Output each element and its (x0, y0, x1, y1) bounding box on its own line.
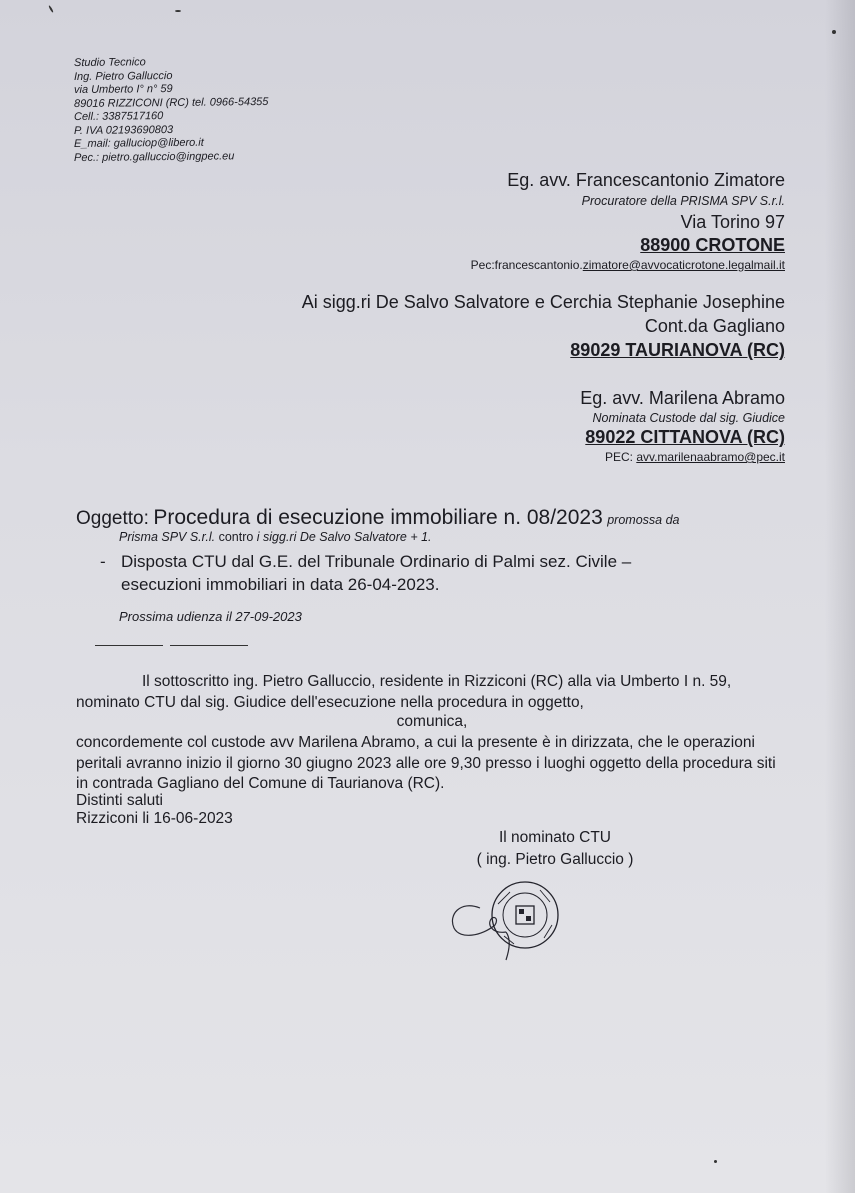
stamp-and-signature (440, 870, 590, 970)
next-hearing: Prossima udienza il 27-09-2023 (119, 609, 302, 624)
recipient2-name: Ai sigg.ri De Salvo Salvatore e Cerchia Stephanie Josephine (301, 292, 785, 312)
scan-speck (714, 1160, 717, 1163)
sender-line: Studio Tecnico (74, 56, 146, 70)
recipient1-street: Via Torino 97 (680, 212, 785, 232)
separator-line (170, 645, 248, 646)
party-connector: contro (215, 530, 257, 544)
recipient3-role: Nominata Custode dal sig. Giudice (592, 411, 785, 425)
recipient3-pec (605, 450, 785, 464)
body-verb: comunica, (396, 713, 468, 730)
subject-label: Oggetto: (76, 508, 149, 529)
recipient1-city: 88900 CROTONE (640, 235, 785, 255)
closing-greeting: Distinti saluti (76, 792, 163, 809)
recipient1-pec-link[interactable]: zimatore@avvocaticrotone.legalmail.it (582, 258, 785, 272)
item-line: esecuzioni immobiliari in data 26-04-2023. (121, 575, 440, 594)
handwritten-signature (452, 906, 509, 960)
sender-header (74, 55, 268, 165)
sender-line: via Umberto I° n° 59 (74, 82, 173, 97)
recipient1-name: Eg. avv. Francescantonio Zimatore (507, 170, 785, 190)
party-creditor: Prisma SPV S.r.l. (119, 530, 216, 544)
subject-heading (76, 506, 680, 530)
item-line: Disposta CTU dal G.E. del Tribunale Ordinario di Palmi sez. Civile – (121, 552, 632, 571)
recipient1-pec (471, 258, 785, 272)
body-paragraph-2: concordemente col custode avv Marilena Abramo, a cui la presente è in dirizzata, che le operazioni peritali avranno inizio il giorno 30 giugno 2023 alle ore 9,30 presso i luoghi oggetto della procedura siti in contrada Gagliano del Comune di Taurianova (RC). (76, 734, 776, 792)
recipient3-name: Eg. avv. Marilena Abramo (580, 388, 785, 408)
pec-prefix: Pec:francescantonio. (470, 258, 583, 272)
sender-line: P. IVA 02193690803 (74, 123, 174, 137)
subject-promoter: promossa da (607, 513, 680, 527)
page-edge-shadow (825, 0, 855, 1193)
recipient2-street: Cont.da Gagliano (644, 316, 785, 336)
recipient2-city: 89029 TAURIANOVA (RC) (570, 340, 785, 360)
recipient1-role: Procuratore della PRISMA SPV S.r.l. (581, 194, 785, 208)
sender-line: Cell.: 3387517160 (74, 110, 164, 124)
scan-speck (48, 5, 54, 13)
seal-inner-ring (503, 893, 547, 937)
scan-speck (175, 10, 181, 12)
recipient3-pec-link[interactable]: avv.marilenaabramo@pec.it (636, 450, 785, 464)
pec-prefix: PEC: (604, 450, 637, 464)
scan-speck (832, 30, 836, 34)
seal-outer-ring (492, 882, 558, 948)
separator-line (95, 645, 163, 646)
place-date: Rizziconi li 16-06-2023 (76, 810, 233, 827)
sender-line: 89016 RIZZICONI (RC) tel. 0966-54355 (74, 95, 269, 110)
party-debtor: i sigg.ri De Salvo Salvatore + 1. (256, 530, 432, 544)
body-paragraph-1: Il sottoscritto ing. Pietro Galluccio, residente in Rizziconi (RC) alla via Umberto I n. 59, nominato CTU dal sig. Giudice dell'esecuzione nella procedura in oggetto, (76, 673, 732, 711)
signature-name: ( ing. Pietro Galluccio ) (476, 851, 634, 868)
sender-email: E_mail: galluciop@libero.it (74, 136, 204, 151)
subject-parties (119, 530, 432, 544)
sender-pec: Pec.: pietro.galluccio@ingpec.eu (74, 149, 235, 164)
recipient3-city: 89022 CITTANOVA (RC) (585, 427, 785, 447)
signature-title: Il nominato CTU (499, 829, 611, 846)
sender-line: Ing. Pietro Galluccio (74, 69, 173, 83)
subject-list-item: - Disposta CTU dal G.E. del Tribunale Ordinario di Palmi sez. Civile – esecuzioni immobiliari in data 26-04-2023. (100, 552, 632, 594)
seal-emblem (516, 906, 534, 924)
subject-title: Procedura di esecuzione immobiliare n. 08/2023 (153, 506, 603, 529)
